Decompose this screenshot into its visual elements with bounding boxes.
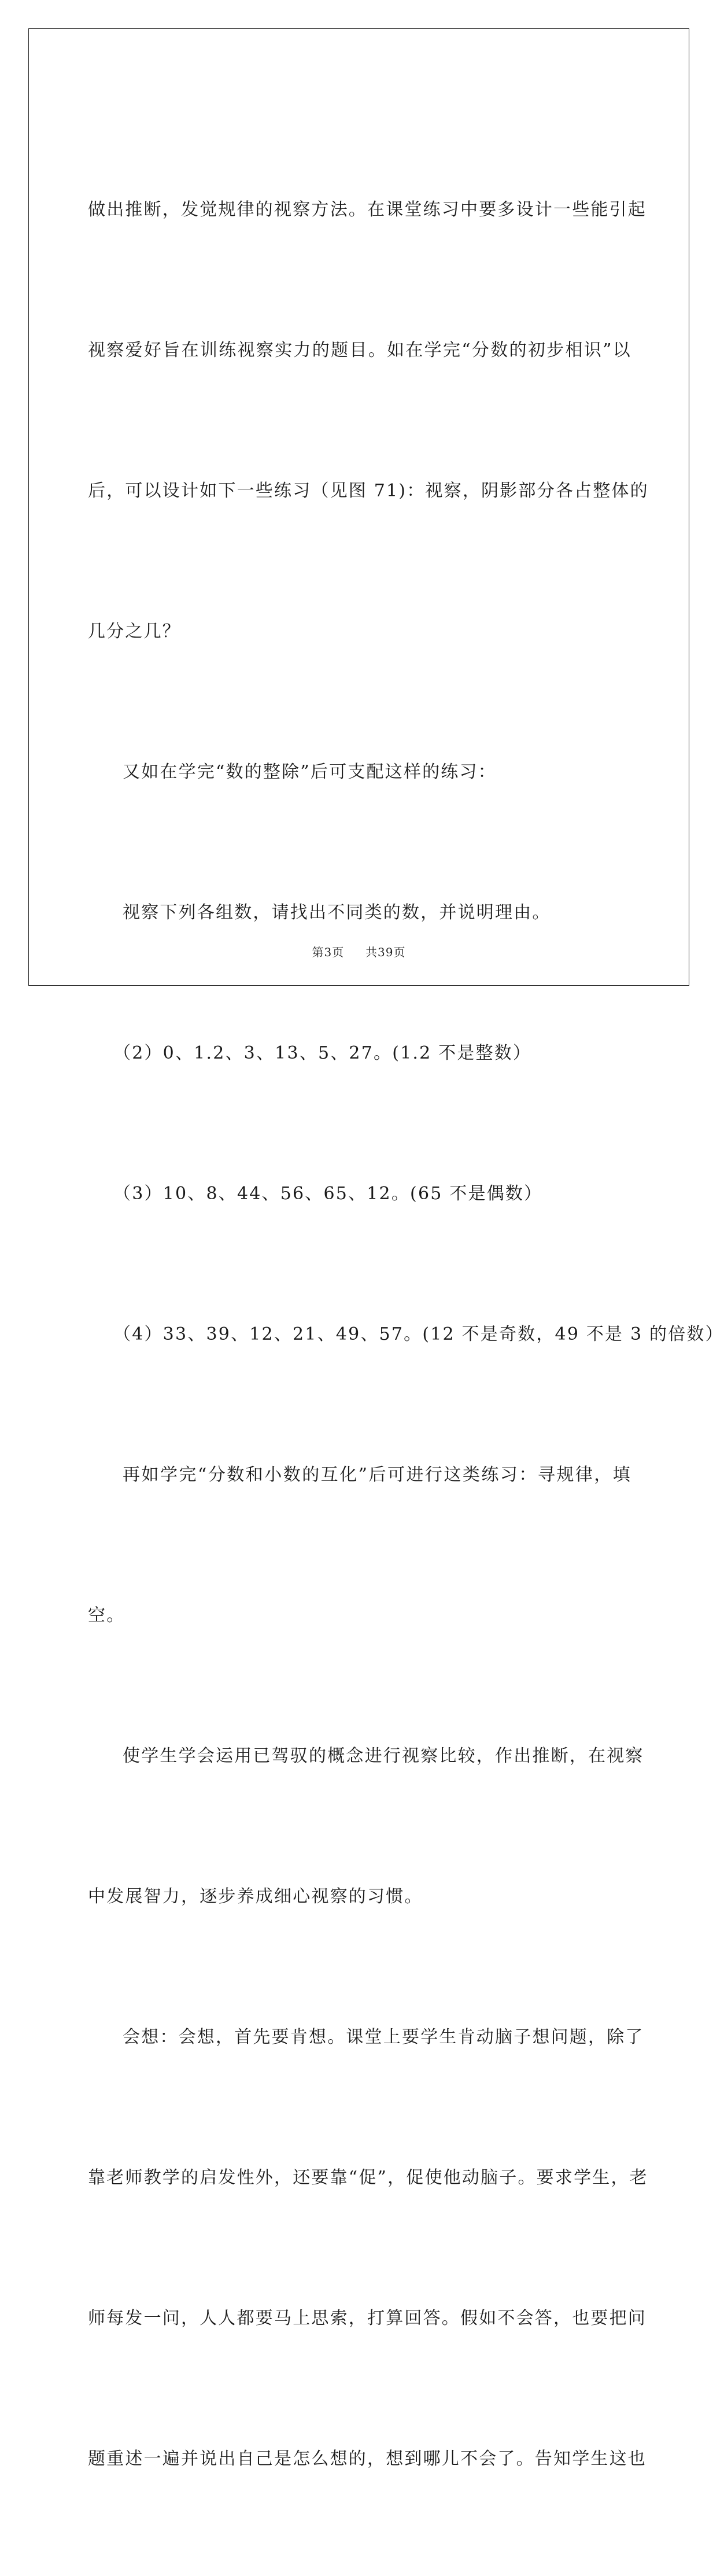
text-line: 中发展智力，逐步养成细心视察的习惯。 [88, 1886, 423, 1907]
text-line: 题重述一遍并说出自己是怎么想的，想到哪儿不会了。告知学生这也 [88, 2449, 647, 2469]
text-line: 又如在学完“数的整除”后可支配这样的练习： [123, 762, 497, 782]
page-total: 共39页 [365, 945, 406, 959]
text-line: 会想：会想，首先要肯想。课堂上要学生肯动脑子想问题，除了 [123, 2027, 644, 2047]
text-line: 空。 [88, 1605, 125, 1626]
text-line: （2）0、1.2、3、13、5、27。(1.2 不是整数） [113, 1043, 532, 1063]
document-body [88, 93, 724, 2576]
text-line: （3）10、8、44、56、65、12。(65 不是偶数） [113, 1184, 543, 1204]
text-line: 使学生学会运用已驾驭的概念进行视察比较，作出推断，在视察 [123, 1746, 644, 1766]
page-footer [0, 943, 718, 960]
text-line: （4）33、39、12、21、49、57。(12 不是奇数，49 不是 3 的倍数） [113, 1324, 724, 1344]
page-number: 第3页 [312, 945, 345, 959]
text-line: 靠老师教学的启发性外，还要靠“促”，促使他动脑子。要求学生，老 [88, 2168, 648, 2188]
text-line: 视察爱好旨在训练视察实力的题目。如在学完“分数的初步相识”以 [88, 340, 631, 360]
text-line: 做出推断，发觉规律的视察方法。在课堂练习中要多设计一些能引起 [88, 200, 647, 220]
text-line: 师每发一问，人人都要马上思索，打算回答。假如不会答，也要把问 [88, 2308, 647, 2328]
text-line: 几分之几？ [88, 621, 181, 642]
text-line: 视察下列各组数，请找出不同类的数，并说明理由。 [123, 902, 551, 923]
text-line: 再如学完“分数和小数的互化”后可进行这类练习：寻规律，填 [123, 1465, 631, 1485]
body-text [88, 93, 724, 2576]
text-line: 后，可以设计如下一些练习（见图 71)：视察，阴影部分各占整体的 [88, 481, 649, 501]
